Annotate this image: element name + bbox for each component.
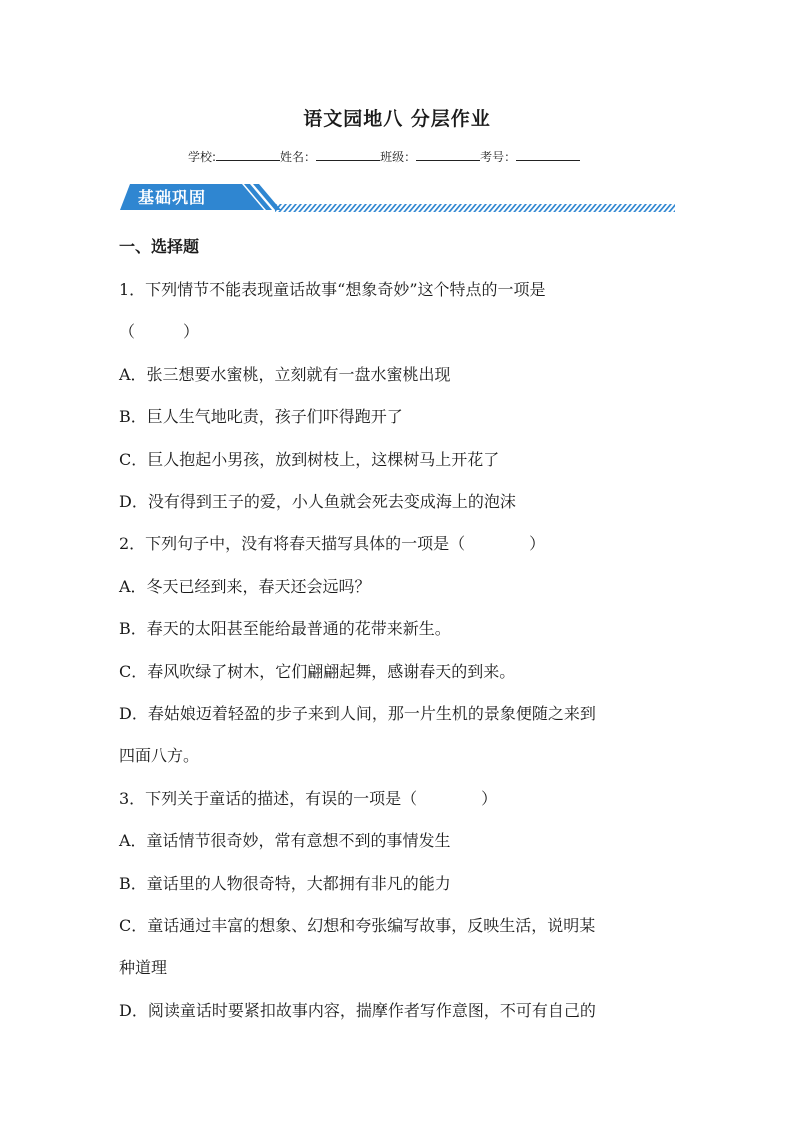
banner-hatch-line [275, 204, 675, 212]
question-line: C．巨人抱起小男孩，放到树枝上，这棵树马上开花了 [119, 450, 500, 469]
exam-label: 考号： [480, 150, 517, 164]
school-blank [216, 148, 280, 161]
question-line: 四面八方。 [119, 746, 200, 765]
name-blank [316, 148, 380, 161]
question-line: D．阅读童话时要紧扣故事内容，揣摩作者写作意图，不可有自己的 [119, 1001, 596, 1020]
exam-blank [516, 148, 580, 161]
question-line: 2．下列句子中，没有将春天描写具体的一项是（ ） [119, 534, 546, 553]
student-info-line [188, 148, 628, 165]
section-heading: 一、选择题 [119, 237, 200, 256]
question-line: 3．下列关于童话的描述，有误的一项是（ ） [119, 789, 498, 808]
question-line: B．巨人生气地叱责，孩子们吓得跑开了 [119, 407, 403, 426]
question-line: 1．下列情节不能表现童话故事“想象奇妙”这个特点的一项是 [119, 280, 546, 299]
question-line: B．春天的太阳甚至能给最普通的花带来新生。 [119, 619, 451, 638]
question-line: A．冬天已经到来，春天还会远吗？ [119, 577, 371, 596]
class-blank [416, 148, 480, 161]
section-banner [120, 180, 676, 220]
question-line: C．春风吹绿了树木，它们翩翩起舞，感谢春天的到来。 [119, 662, 516, 681]
question-line: 种道理 [119, 958, 168, 977]
question-line: C．童话通过丰富的想象、幻想和夸张编写故事，反映生活，说明某 [119, 916, 596, 935]
class-label: 班级： [380, 150, 417, 164]
page-title: 语文园地八 分层作业 [303, 108, 491, 130]
question-line: D．没有得到王子的爱，小人鱼就会死去变成海上的泡沫 [119, 492, 516, 511]
question-line: （ ） [119, 322, 200, 341]
question-line: B．童话里的人物很奇特，大都拥有非凡的能力 [119, 874, 451, 893]
question-line: A．童话情节很奇妙，常有意想不到的事情发生 [119, 831, 451, 850]
name-label: 姓名： [280, 150, 317, 164]
banner-label: 基础巩固 [138, 188, 207, 207]
question-line: A．张三想要水蜜桃，立刻就有一盘水蜜桃出现 [119, 365, 451, 384]
question-line: D．春姑娘迈着轻盈的步子来到人间，那一片生机的景象便随之来到 [119, 704, 596, 723]
school-label: 学校: [188, 150, 217, 164]
